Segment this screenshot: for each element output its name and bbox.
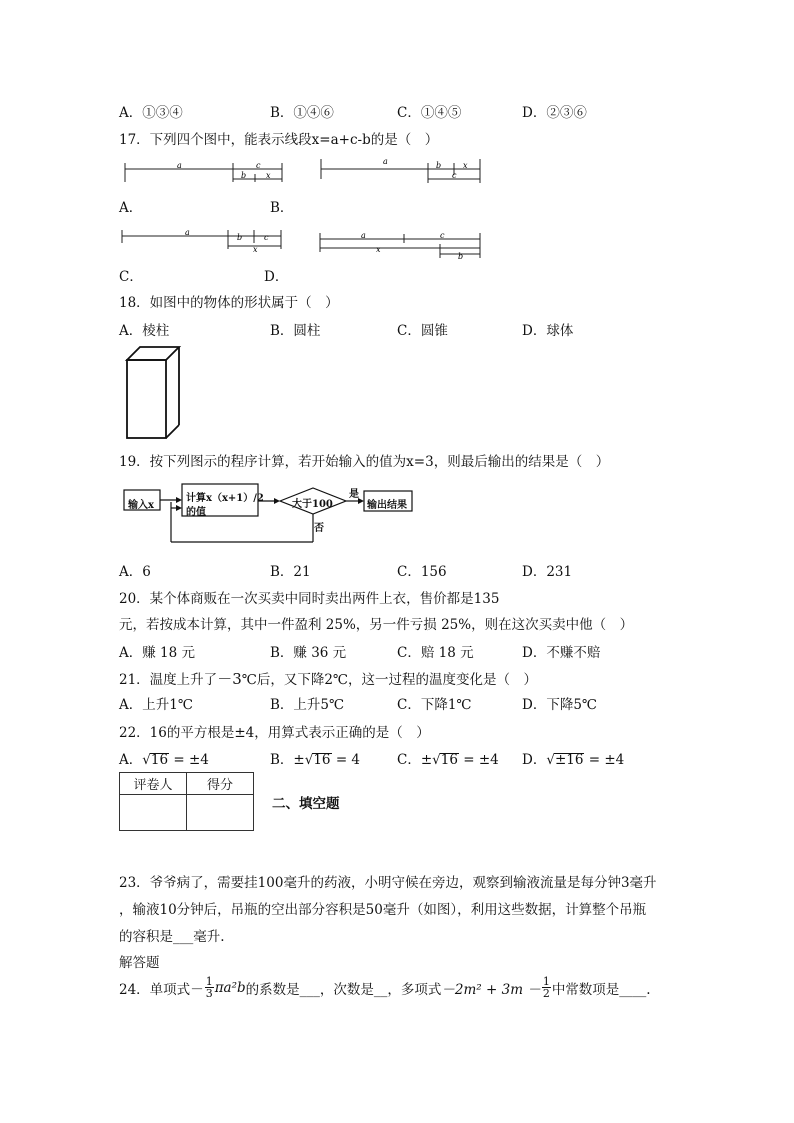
q22-b-result: = 4 [331, 752, 361, 768]
q17-figure-a [120, 160, 290, 186]
q19-option-c: C．156 [397, 564, 447, 580]
q17-figure-d [316, 230, 486, 260]
q22-a-prefix: A． [119, 752, 143, 768]
q22-option-c: C．±√16 = ±4 [397, 752, 499, 768]
q21-option-c: C．下降1℃ [397, 697, 472, 713]
q20-option-a: A．赚 18 元 [119, 645, 196, 661]
q19-stem: 19．按下列图示的程序计算，若开始输入的值为x=3，则最后输出的结果是（ ） [119, 454, 610, 470]
q21-option-d: D．下降5℃ [522, 697, 598, 713]
score-header: 得分 [187, 773, 254, 795]
q17-label-a: A． [119, 200, 143, 216]
q18-option-b: B．圆柱 [270, 323, 321, 339]
q22-d-result: = ±4 [584, 752, 625, 768]
seg-label-a: a [361, 231, 366, 240]
q24-stem [119, 976, 651, 999]
q17-label-b: B． [270, 200, 294, 216]
seg-label-x: x [463, 161, 468, 170]
q22-option-b: B．±√16 = 4 [270, 752, 361, 768]
q21-stem [119, 668, 537, 689]
q16-option-a: A．①③④ [119, 105, 183, 121]
q17-stem: 17．下列四个图中，能表示线段x=a+c-b的是（ ） [119, 132, 439, 148]
q22-option-a: A．√16 = ±4 [119, 752, 209, 768]
q18-stem: 18．如图中的物体的形状属于（ ） [119, 295, 339, 311]
section-title-fill-in: 二、填空题 [272, 796, 340, 812]
seg-label-a: a [177, 161, 182, 170]
flow-calc-line2: 的值 [186, 507, 206, 518]
q17-figure-b [318, 155, 488, 185]
section-title-answer: 解答题 [119, 955, 160, 971]
grading-table [119, 772, 254, 831]
q24-frac-num: 1 [205, 975, 213, 988]
score-cell[interactable] [187, 795, 254, 831]
q22-c-prefix: C．± [397, 752, 433, 768]
q22-stem: 22．16的平方根是±4，用算式表示正确的是（ ） [119, 725, 430, 741]
q21-stem-post: ℃后，又下降2℃，这一过程的温度变化是（ ） [241, 672, 538, 688]
q17-label-d: D． [264, 269, 289, 285]
q24-suffix: 中常数项是____. [551, 981, 651, 998]
flowchart-lines [120, 482, 420, 548]
q24-prefix: 24．单项式 [119, 981, 191, 998]
q24-fraction [205, 976, 214, 999]
q16-option-b: B．①④⑥ [270, 105, 334, 121]
q16-option-c: C．①④⑤ [397, 105, 462, 121]
q19-option-b: B．21 [270, 564, 311, 580]
q23-line1: 23．爷爷病了，需要挂100毫升的药液，小明守候在旁边，观察到输液流量是每分钟3毫升 [119, 875, 657, 891]
q19-option-d: D．231 [522, 564, 573, 580]
q24-frac2-num: 1 [542, 975, 550, 988]
q21-stem-value: －3 [217, 670, 242, 688]
q20-option-b: B．赚 36 元 [270, 645, 347, 661]
q18-option-c: C．圆锥 [397, 323, 448, 339]
q20-option-d: D．不赚不赔 [522, 645, 601, 661]
q22-option-d: D．√±16 = ±4 [522, 752, 625, 768]
q19-option-a: A．6 [119, 564, 151, 580]
prism-figure [124, 344, 184, 442]
q24-fraction2 [542, 976, 551, 999]
q22-b-radicand: 16 [313, 752, 331, 768]
q24-frac-den: 3 [205, 987, 213, 1000]
seg-label-c: c [256, 161, 261, 170]
flow-decision: 大于100 [292, 499, 333, 510]
flow-no-label: 否 [314, 523, 324, 534]
q18-option-d: D．球体 [522, 323, 574, 339]
q22-a-result: = ±4 [169, 752, 209, 768]
seg-label-b: b [458, 252, 464, 260]
grader-cell[interactable] [120, 795, 187, 831]
q22-c-result: = ±4 [458, 752, 499, 768]
flow-input-box: 输入x [128, 500, 154, 511]
q21-stem-pre: 21．温度上升了 [119, 672, 218, 688]
seg-label-x: x [266, 171, 271, 180]
q22-d-prefix: D． [522, 752, 547, 768]
seg-label-a: a [383, 157, 388, 166]
seg-label-b: b [241, 171, 247, 180]
q20-option-c: C．赔 18 元 [397, 645, 474, 661]
seg-label-x: x [253, 245, 258, 253]
q20-stem-line2: 元，若按成本计算，其中一件盈利 25%，另一件亏损 25%，则在这次买卖中他（ ） [119, 617, 634, 633]
q20-stem-line1: 20．某个体商贩在一次买卖中同时卖出两件上衣，售价都是135 [119, 591, 500, 607]
seg-label-b: b [436, 161, 442, 170]
q17-label-c: C． [119, 269, 143, 285]
seg-label-x: x [376, 245, 381, 254]
seg-label-a: a [185, 228, 190, 237]
grader-header: 评卷人 [120, 773, 187, 795]
seg-label-c: c [264, 233, 269, 242]
flow-calc-line1: 计算x（x+1）/2 [186, 493, 264, 504]
q22-a-radicand: 16 [150, 752, 169, 768]
q24-polynomial: －2m² + 3m － [441, 981, 541, 998]
q24-mid-text: 的系数是___，次数是__，多项式 [245, 981, 442, 998]
seg-label-c: c [452, 171, 457, 180]
q23-line2: ，输液10分钟后，吊瓶的空出部分容积是50毫升（如图），利用这些数据，计算整个吊瓶 [119, 902, 647, 918]
flow-output-box: 输出结果 [367, 500, 407, 511]
q22-b-prefix: B．± [270, 752, 305, 768]
q23-line3: 的容积是___毫升. [119, 929, 225, 945]
seg-label-c: c [440, 231, 445, 240]
q18-option-a: A．棱柱 [119, 323, 170, 339]
seg-label-b: b [237, 233, 243, 242]
q22-c-radicand: 16 [440, 752, 458, 768]
q21-option-a: A．上升1℃ [119, 697, 193, 713]
q21-option-b: B．上升5℃ [270, 697, 345, 713]
q22-d-radicand: ±16 [554, 752, 584, 768]
q16-option-d: D．②③⑥ [522, 105, 587, 121]
q17-figure-c [118, 227, 288, 253]
q24-frac2-den: 2 [542, 987, 550, 1000]
q24-minus: － [190, 981, 204, 998]
flow-yes-label: 是 [349, 489, 359, 500]
q24-monomial: πa²b [214, 979, 246, 996]
